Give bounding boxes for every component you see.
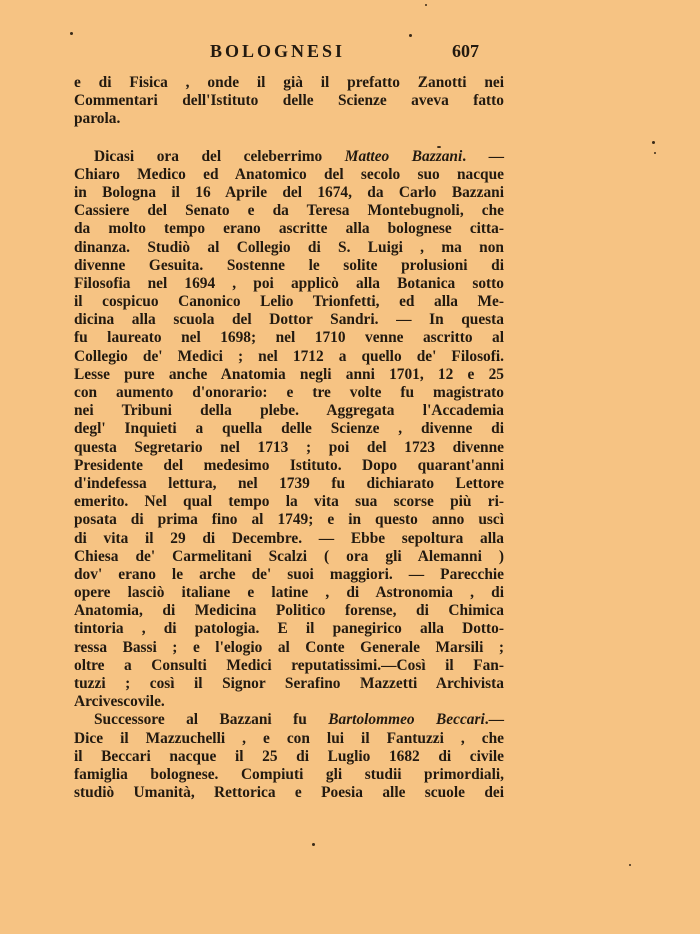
text-line: opere lasciò italiane e latine , di Astronomia , di: [74, 584, 504, 602]
text-line: Filosofia nel 1694 , poi applicò alla Botanica sotto: [74, 274, 504, 292]
text-line: dov' erano le arche de' suoi maggiori. — Parecchie: [74, 565, 504, 583]
page-number: 607: [452, 41, 479, 61]
text-line: e di Fisica , onde il già il prefatto Zanotti nei: [74, 74, 504, 91]
paragraph-3: [74, 711, 504, 802]
intro-text: Dicasi ora del celeberrimo: [94, 147, 345, 165]
intro-text: Successore al Bazzani fu: [94, 711, 329, 729]
text-line: Cassiere del Senato e da Teresa Montebugnoli, che: [74, 202, 504, 220]
text-line: ressa Bassi ; e l'elogio al Conte Generale Marsili ;: [74, 638, 504, 656]
text-line: Presidente del medesimo Istituto. Dopo quarant'anni: [74, 456, 504, 474]
text-line: dinanza. Studiò al Collegio di S. Luigi , ma non: [74, 238, 504, 256]
text-line: Arcivescovile.: [74, 693, 165, 711]
ink-speck: [654, 152, 656, 154]
text-line: Chiaro Medico ed Anatomico del secolo suo nacque: [74, 165, 504, 183]
ink-speck: [652, 141, 655, 144]
ink-speck: [409, 34, 412, 37]
text-line: dicina alla scuola del Dottor Sandri. — In questa: [74, 311, 504, 329]
person-name: Matteo Bazzani: [344, 147, 463, 165]
paragraph-2: [74, 148, 504, 712]
intro-tail: . —: [462, 147, 504, 165]
text-line: tintoria , di patologia. E il panegirico alla Dotto-: [74, 620, 504, 638]
text-line: Commentari dell'Istituto delle Scienze aveva fatto: [74, 92, 504, 110]
text-line: da molto tempo erano ascritte alla bolognese citta-: [74, 220, 504, 238]
text-line: oltre a Consulti Medici reputatissimi.—Così il Fan-: [74, 656, 504, 674]
text-line: parola.: [74, 110, 121, 128]
ink-speck: [70, 32, 73, 35]
text-line: di vita il 29 di Decembre. — Ebbe sepoltura alla: [74, 529, 504, 547]
text-line: il Beccari nacque il 25 di Luglio 1682 di civile: [74, 747, 504, 765]
paragraph-1: [74, 74, 504, 129]
text-line: nei Tribuni della plebe. Aggregata l'Accademia: [74, 402, 504, 420]
text-line: con aumento d'onorario: e tre volte fu magistrato: [74, 384, 504, 401]
person-name: Bartolommeo Beccari: [328, 711, 485, 729]
ink-speck: [312, 843, 315, 846]
text-line: d'indefessa lettura, nel 1739 fu dichiarato Lettore: [74, 474, 504, 492]
ink-speck: [437, 146, 441, 148]
text-line: Anatomia, di Medicina Politico forense, di Chimica: [74, 602, 504, 620]
text-line: divenne Gesuita. Sostenne le solite prolusioni di: [74, 256, 504, 274]
text-line: degl' Inquieti a quella delle Scienze , divenne di: [74, 420, 504, 438]
text-line: Lesse pure anche Anatomia negli anni 1701, 12 e 25: [74, 365, 504, 383]
text-line: studiò Umanità, Rettorica e Poesia alle scuole dei: [74, 784, 504, 802]
text-line: Dice il Mazzuchelli , e con lui il Fantuzzi , che: [74, 729, 504, 747]
text-line-intro: [74, 148, 504, 166]
text-line: famiglia bolognese. Compiuti gli studii primordiali,: [74, 765, 504, 783]
text-line: Chiesa de' Carmelitani Scalzi ( ora gli Alemanni ): [74, 547, 504, 565]
text-line: emerito. Nel qual tempo la vita sua scorse più ri-: [74, 493, 504, 511]
ink-speck: [629, 864, 631, 866]
ink-speck: [425, 4, 427, 6]
intro-tail: .—: [484, 711, 505, 729]
text-line: posata di prima fino al 1749; e in questo anno uscì: [74, 511, 504, 529]
text-line: Collegio de' Medici ; nel 1712 a quello de' Filosofi.: [74, 347, 504, 365]
text-line: questa Segretario nel 1713 ; poi del 1723 divenne: [74, 438, 504, 456]
running-head: [74, 41, 504, 65]
text-line-intro: [74, 711, 504, 729]
text-line: il cospicuo Canonico Lelio Trionfetti, ed alla Me-: [74, 293, 504, 311]
running-title: BOLOGNESI: [210, 41, 346, 61]
text-line: fu laureato nel 1698; nel 1710 venne ascritto al: [74, 329, 504, 347]
text-line: tuzzi ; così il Signor Serafino Mazzetti Archivista: [74, 675, 504, 692]
body-text: [74, 74, 504, 802]
text-line: in Bologna il 16 Aprile del 1674, da Carlo Bazzani: [74, 183, 504, 201]
